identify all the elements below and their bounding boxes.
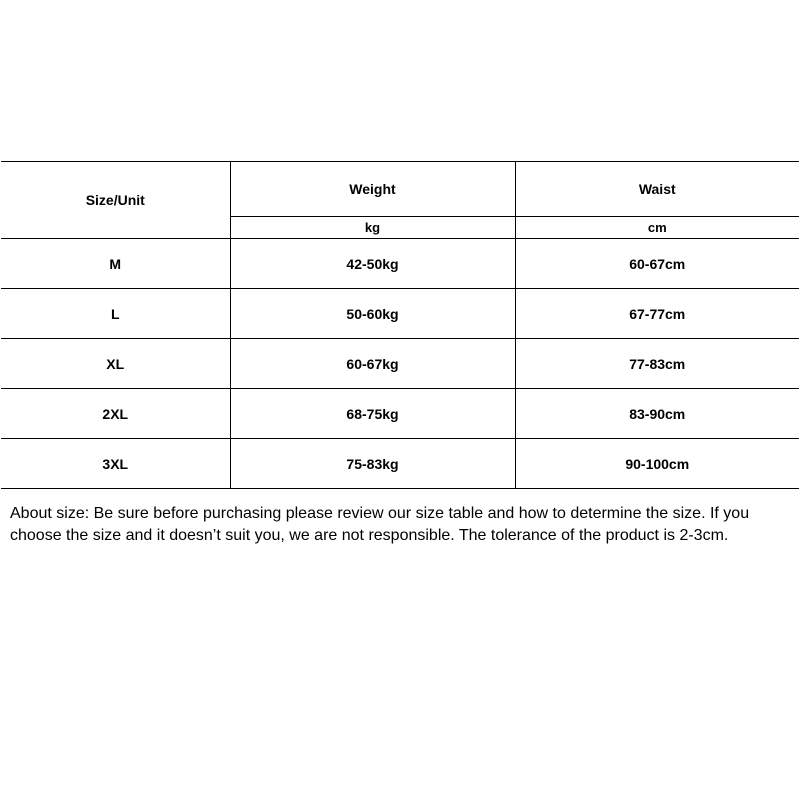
weight-cell: 50-60kg [230,289,515,339]
weight-cell: 68-75kg [230,389,515,439]
table-row [1,339,799,389]
size-cell: L [1,289,230,339]
size-cell: M [1,239,230,289]
table-row [1,239,799,289]
size-unit-header: Size/Unit [1,162,230,239]
size-cell: 2XL [1,389,230,439]
weight-cell: 42-50kg [230,239,515,289]
size-cell: XL [1,339,230,389]
table-row [1,439,799,489]
table-row [1,289,799,339]
waist-cell: 60-67cm [515,239,799,289]
table-row [1,389,799,439]
waist-cell: 90-100cm [515,439,799,489]
size-cell: 3XL [1,439,230,489]
table-header-row [1,162,799,217]
waist-cell: 83-90cm [515,389,799,439]
waist-cell: 77-83cm [515,339,799,389]
waist-unit: cm [515,217,799,239]
size-note: About size: Be sure before purchasing please review our size table and how to determine the size. If you choose the size and it doesn’t suit you, we are not responsible. The tolerance of the product is 2-3cm. [10,505,750,544]
waist-header: Waist [515,162,799,217]
waist-cell: 67-77cm [515,289,799,339]
weight-cell: 75-83kg [230,439,515,489]
weight-unit: kg [230,217,515,239]
weight-header: Weight [230,162,515,217]
weight-cell: 60-67kg [230,339,515,389]
size-table [1,161,799,489]
